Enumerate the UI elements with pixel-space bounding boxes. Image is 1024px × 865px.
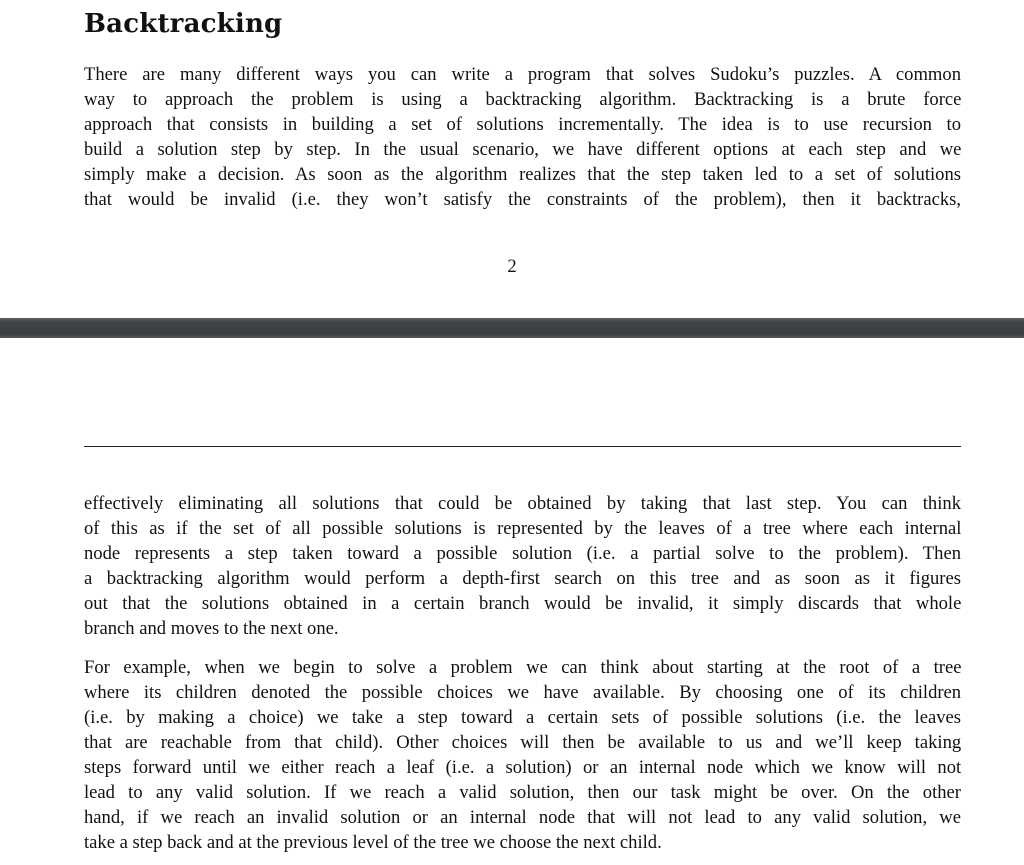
paragraph-line: where its children denoted the possible choices we have available. By choosing one of its children [84, 682, 962, 703]
page-number: 2 [507, 256, 517, 277]
document-page-2 [0, 0, 1024, 318]
paragraph-line: take a step back and at the previous level of the tree we choose the next child. [84, 832, 662, 853]
paragraph-line: For example, when we begin to solve a problem we can think about starting at the root of a tree [84, 657, 962, 678]
header-rule [84, 446, 961, 447]
paragraph-line: approach that consists in building a set of solutions incrementally. The idea is to use recursion to [84, 114, 961, 135]
paragraph-3 [84, 655, 961, 855]
paragraph-line: a backtracking algorithm would perform a depth-first search on this tree and as soon as it figures [84, 568, 961, 589]
paragraph-line: out that the solutions obtained in a certain branch would be invalid, it simply discards that whole [84, 593, 962, 614]
paragraph-line: lead to any valid solution. If we reach a valid solution, then our task might be over. On the other [84, 782, 961, 803]
paragraph-line: branch and moves to the next one. [84, 618, 339, 639]
document-page-3 [0, 338, 1024, 865]
page-separator [0, 318, 1024, 338]
paragraph-line: hand, if we reach an invalid solution or an internal node that will not lead to any valid solution, we [84, 807, 961, 828]
paragraph-line: simply make a decision. As soon as the algorithm realizes that the step taken led to a set of solutions [84, 164, 961, 185]
paragraph-line: (i.e. by making a choice) we take a step toward a certain sets of possible solutions (i.e. the leaves [84, 707, 961, 728]
section-title: Backtracking [84, 9, 283, 39]
paragraph-line: way to approach the problem is using a backtracking algorithm. Backtracking is a brute force [84, 89, 962, 110]
paragraph-line: node represents a step taken toward a possible solution (i.e. a partial solve to the problem). Then [84, 543, 961, 564]
paragraph-2 [84, 491, 961, 641]
paragraph-1 [84, 62, 961, 212]
paragraph-line: There are many different ways you can write a program that solves Sudoku’s puzzles. A common [84, 64, 961, 85]
paragraph-line: that are reachable from that child). Other choices will then be available to us and we’ll keep taking [84, 732, 962, 753]
paragraph-line: that would be invalid (i.e. they won’t satisfy the constraints of the problem), then it backtracks, [84, 189, 961, 210]
paragraph-line: steps forward until we either reach a leaf (i.e. a solution) or an internal node which we know will not [84, 757, 962, 778]
paragraph-line: of this as if the set of all possible solutions is represented by the leaves of a tree where each internal [84, 518, 962, 539]
paragraph-line: effectively eliminating all solutions that could be obtained by taking that last step. You can think [84, 493, 961, 514]
paragraph-line: build a solution step by step. In the usual scenario, we have different options at each step and we [84, 139, 962, 160]
